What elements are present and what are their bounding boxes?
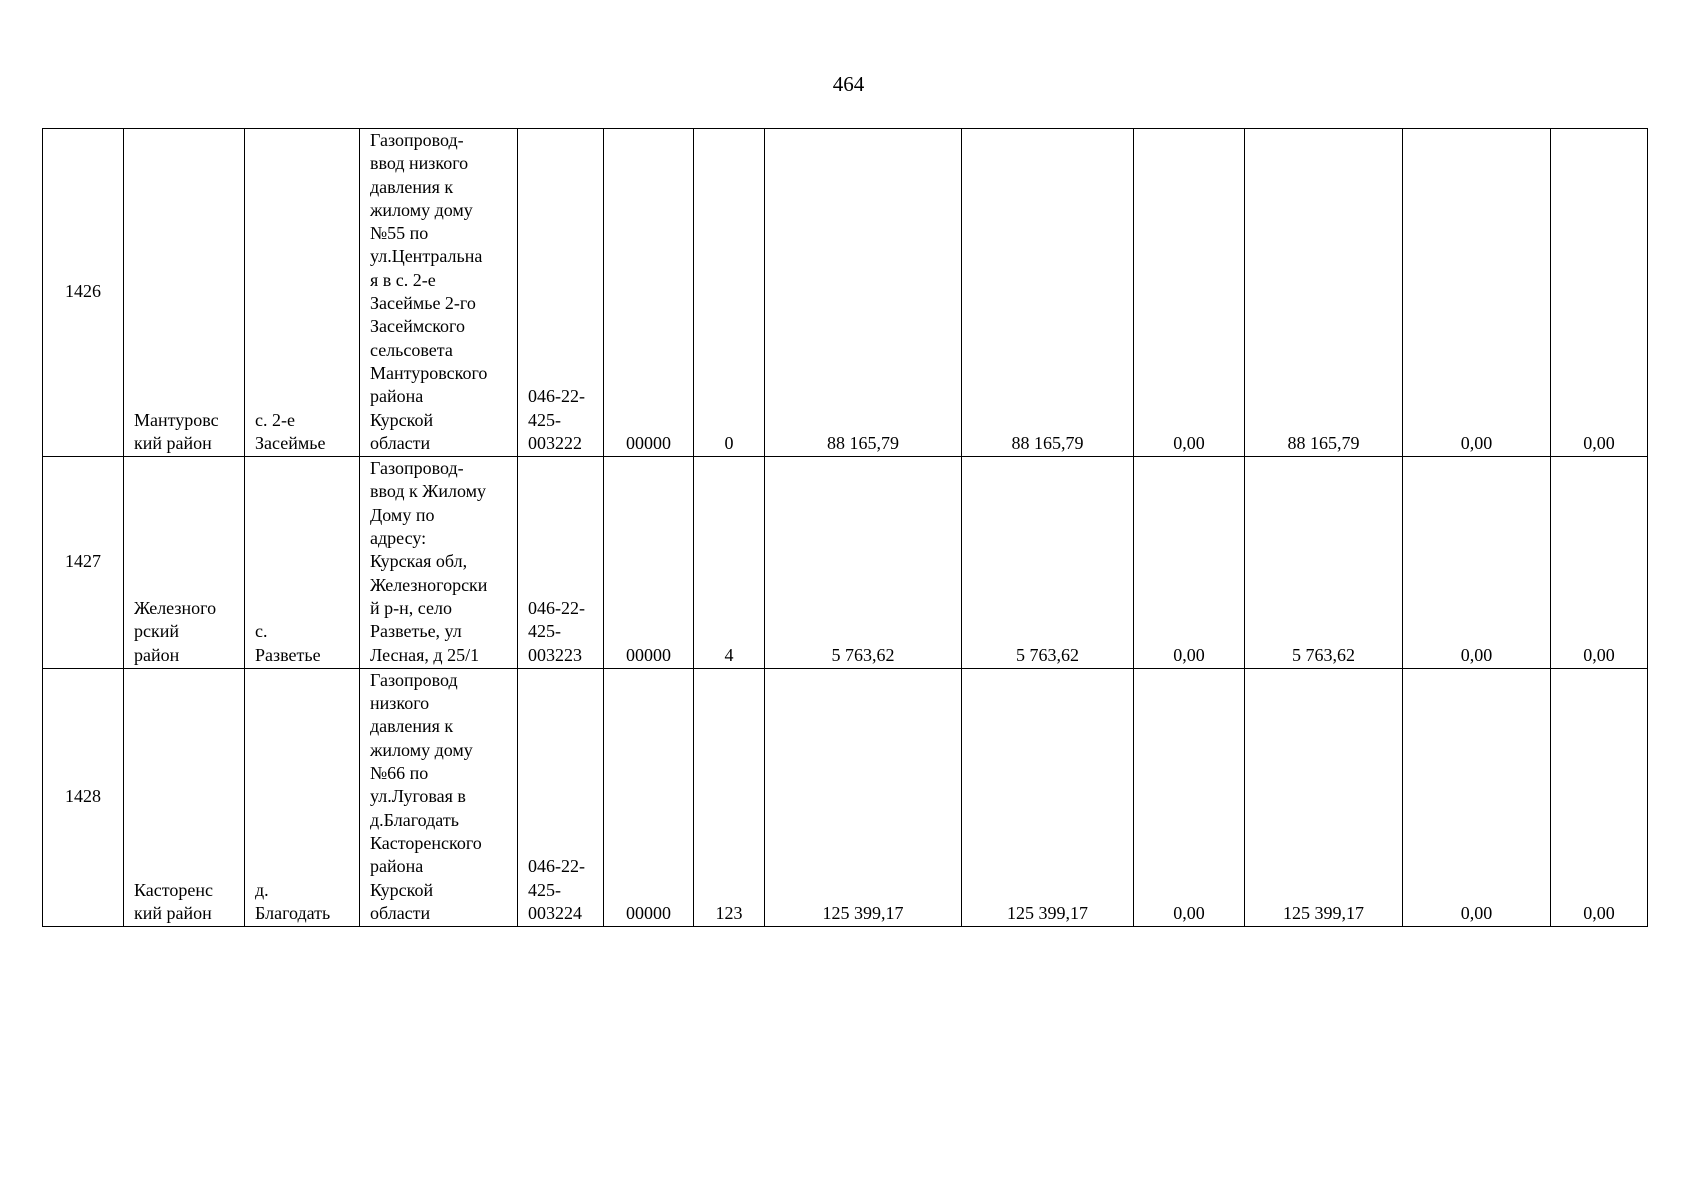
value-cell-5: 0,00 [1403,668,1551,926]
value-cell-4: 5 763,62 [1245,457,1403,669]
value-cell-6: 0,00 [1551,457,1648,669]
table-row [43,457,1648,669]
value-cell-2: 88 165,79 [962,129,1134,457]
code-cell: 00000 [604,457,694,669]
value-cell-1: 88 165,79 [765,129,962,457]
settlement-cell: с. Разветье [245,457,360,669]
table-row [43,129,1648,457]
row-number-cell: 1428 [43,668,124,926]
value-cell-2: 125 399,17 [962,668,1134,926]
registry-table [42,128,1648,927]
value-cell-5: 0,00 [1403,457,1551,669]
district-cell: Железного рский район [124,457,245,669]
table-row [43,668,1648,926]
quantity-cell: 123 [694,668,765,926]
value-cell-3: 0,00 [1134,668,1245,926]
value-cell-3: 0,00 [1134,457,1245,669]
code-cell: 00000 [604,668,694,926]
cadastral-number-cell: 046-22- 425- 003224 [518,668,604,926]
district-cell: Касторенс кий район [124,668,245,926]
cadastral-number-cell: 046-22- 425- 003223 [518,457,604,669]
row-number-cell: 1427 [43,457,124,669]
object-name-cell: Газопровод- ввод к Жилому Дому по адресу: Курская обл, Железногорски й р-н, село Разветье, ул Лесная, д 25/1 [360,457,518,669]
value-cell-1: 125 399,17 [765,668,962,926]
object-name-cell: Газопровод низкого давления к жилому дому №66 по ул.Луговая в д.Благодать Касторенского района Курской области [360,668,518,926]
cadastral-number-cell: 046-22- 425- 003222 [518,129,604,457]
quantity-cell: 4 [694,457,765,669]
value-cell-6: 0,00 [1551,129,1648,457]
value-cell-6: 0,00 [1551,668,1648,926]
district-cell: Мантуровс кий район [124,129,245,457]
object-name-cell: Газопровод- ввод низкого давления к жилому дому №55 по ул.Центральна я в с. 2-е Засеймье 2-го Засеймского сельсовета Мантуровского района Курской области [360,129,518,457]
code-cell: 00000 [604,129,694,457]
settlement-cell: д. Благодать [245,668,360,926]
settlement-cell: с. 2-е Засеймье [245,129,360,457]
value-cell-4: 88 165,79 [1245,129,1403,457]
page-number: 464 [832,72,865,96]
value-cell-3: 0,00 [1134,129,1245,457]
value-cell-5: 0,00 [1403,129,1551,457]
value-cell-1: 5 763,62 [765,457,962,669]
value-cell-4: 125 399,17 [1245,668,1403,926]
value-cell-2: 5 763,62 [962,457,1134,669]
row-number-cell: 1426 [43,129,124,457]
quantity-cell: 0 [694,129,765,457]
